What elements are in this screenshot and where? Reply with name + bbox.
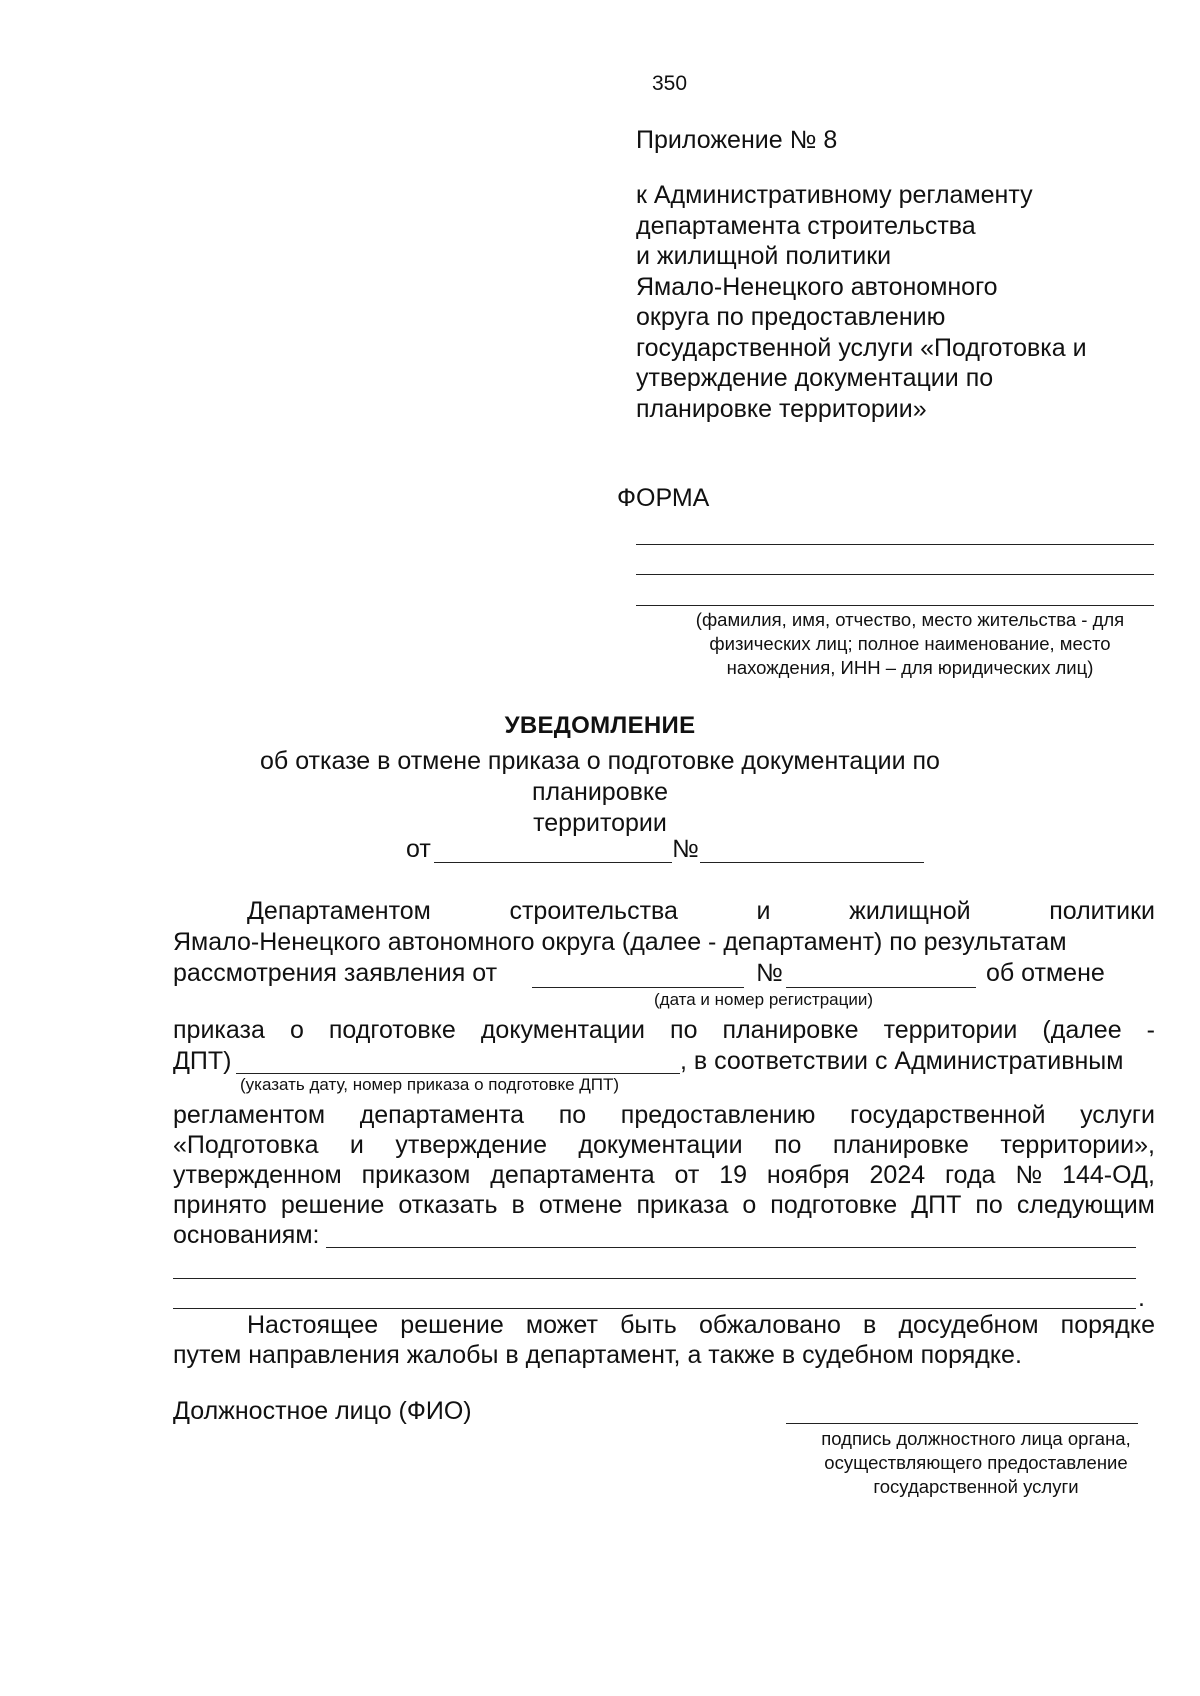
word: принято (173, 1191, 267, 1219)
signature-caption-line: подпись должностного лица органа, (821, 1428, 1131, 1449)
appendix-line: государственной услуги «Подготовка и (636, 333, 1087, 362)
signature-caption-line: государственной услуги (873, 1476, 1079, 1497)
addressee-caption (660, 608, 1160, 680)
word: досудебном (898, 1311, 1039, 1339)
word: отмене (538, 1191, 623, 1219)
word: предоставлению (620, 1101, 816, 1129)
order-caption: (указать дату, номер приказа о подготовке ДПТ) (240, 1075, 620, 1094)
word: порядке (1060, 1311, 1155, 1339)
word: приказом (361, 1161, 471, 1189)
official-label: Должностное лицо (ФИО) (173, 1397, 472, 1425)
word: по (975, 1191, 1003, 1219)
signature-field[interactable] (786, 1423, 1138, 1424)
appendix-line: Ямало-Ненецкого автономного (636, 272, 998, 301)
word: приказа (636, 1191, 729, 1219)
application-number-label: № (756, 959, 783, 987)
word: о (289, 1016, 304, 1044)
word: 19 (719, 1161, 748, 1189)
word: документации (578, 1131, 743, 1159)
application-date-field[interactable] (532, 987, 744, 988)
appendix-line: к Административному регламенту (636, 181, 1033, 209)
word: утвержденном (173, 1161, 342, 1189)
grounds-field-1[interactable] (326, 1247, 1136, 1248)
appeal-line-1 (247, 1311, 1155, 1340)
word: ноября (766, 1161, 850, 1189)
grounds-field-2[interactable] (173, 1278, 1136, 1279)
document-subtitle (200, 746, 1000, 839)
word: по (558, 1101, 587, 1129)
word: политики (1049, 897, 1155, 925)
word: отказать (398, 1191, 498, 1219)
number-label: № (672, 835, 699, 863)
word: года (945, 1161, 996, 1189)
addressee-line-3[interactable] (636, 605, 1154, 606)
body-line-3-start: рассмотрения заявления от (173, 959, 498, 987)
word: в (511, 1191, 525, 1219)
word: 2024 (869, 1161, 926, 1189)
word: может (525, 1311, 598, 1339)
word: документации (480, 1016, 645, 1044)
word: по (670, 1016, 698, 1044)
signature-caption (776, 1427, 1176, 1499)
word: Настоящее (247, 1311, 379, 1339)
subtitle-line: территории (533, 809, 667, 837)
word: приказа (173, 1016, 265, 1044)
grounds-field-3[interactable] (173, 1308, 1136, 1309)
grounds-end-period: . (1138, 1284, 1145, 1312)
body-line-5-start: ДПТ) (173, 1047, 232, 1075)
appendix-line: планировке территории» (636, 394, 927, 423)
word: территории (883, 1016, 1018, 1044)
word: департамента (359, 1101, 525, 1129)
from-label: от (406, 835, 431, 863)
word: - (1146, 1016, 1155, 1044)
body-line-7 (173, 1131, 1155, 1160)
dpt-order-field[interactable] (236, 1073, 680, 1074)
addressee-line-2[interactable] (636, 574, 1154, 575)
word: быть (620, 1311, 677, 1339)
body-line-2: Ямало-Ненецкого автономного округа (далее - департамент) по результатам (173, 928, 1067, 956)
word: регламентом (173, 1101, 326, 1129)
word: по (774, 1131, 802, 1159)
word: и (349, 1131, 364, 1159)
body-line-1 (247, 897, 1155, 926)
date-number-row (406, 835, 431, 864)
registration-caption: (дата и номер регистрации) (654, 990, 874, 1009)
word: подготовке (770, 1191, 898, 1219)
word: территории», (1000, 1131, 1155, 1159)
word: о (742, 1191, 757, 1219)
word: в (863, 1311, 877, 1339)
appeal-line-2: путем направления жалобы в департамент, а также в судебном порядке. (173, 1341, 1022, 1369)
word: и (756, 897, 771, 925)
word: обжаловано (698, 1311, 841, 1339)
word: 144-ОД, (1062, 1161, 1155, 1189)
appendix-reference (636, 180, 1156, 424)
signature-caption-line: осуществляющего предоставление (824, 1452, 1128, 1473)
word: ДПТ (911, 1191, 962, 1219)
appendix-line: департамента строительства (636, 211, 976, 240)
word: планировке (722, 1016, 859, 1044)
word: (далее (1042, 1016, 1122, 1044)
appendix-line: и жилищной политики (636, 242, 892, 270)
body-line-5-end: , в соответствии с Административным (680, 1047, 1124, 1075)
word: государственной (850, 1101, 1046, 1129)
word: № (1015, 1161, 1043, 1189)
notice-date-field[interactable] (434, 862, 672, 863)
addressee-line-1[interactable] (636, 544, 1154, 545)
addressee-caption-line: (фамилия, имя, отчество, место жительства - для (695, 609, 1125, 630)
application-number-field[interactable] (786, 987, 976, 988)
word: услуги (1080, 1101, 1155, 1129)
word: следующим (1016, 1191, 1155, 1219)
notice-number-field[interactable] (700, 862, 924, 863)
word: решение (400, 1311, 504, 1339)
grounds-label: основаниям: (173, 1221, 320, 1249)
body-line-8 (173, 1161, 1155, 1190)
form-label: ФОРМА (617, 484, 710, 512)
appendix-line: округа по предоставлению (636, 303, 946, 331)
word: строительства (509, 897, 678, 925)
body-line-3-end: об отмене (986, 959, 1105, 987)
word: утверждение (395, 1131, 547, 1159)
addressee-caption-line: физических лиц; полное наименование, место (709, 633, 1111, 654)
body-line-6 (173, 1101, 1155, 1130)
addressee-caption-line: нахождения, ИНН – для юридических лиц) (726, 657, 1094, 678)
word: от (674, 1161, 700, 1189)
word: жилищной (849, 897, 971, 925)
word: решение (280, 1191, 385, 1219)
page-number: 350 (652, 72, 688, 95)
word: «Подготовка (173, 1131, 319, 1159)
word: планировке (832, 1131, 969, 1159)
word: подготовке (328, 1016, 456, 1044)
body-line-4 (173, 1016, 1155, 1045)
appendix-title: Приложение № 8 (636, 126, 838, 154)
document-title: УВЕДОМЛЕНИЕ (504, 712, 696, 739)
subtitle-line: об отказе в отмене приказа о подготовке документации по планировке (260, 747, 940, 806)
appendix-line: утверждение документации по (636, 364, 994, 392)
word: департамента (490, 1161, 655, 1189)
word: Департаментом (247, 897, 431, 925)
body-line-9 (173, 1191, 1155, 1220)
